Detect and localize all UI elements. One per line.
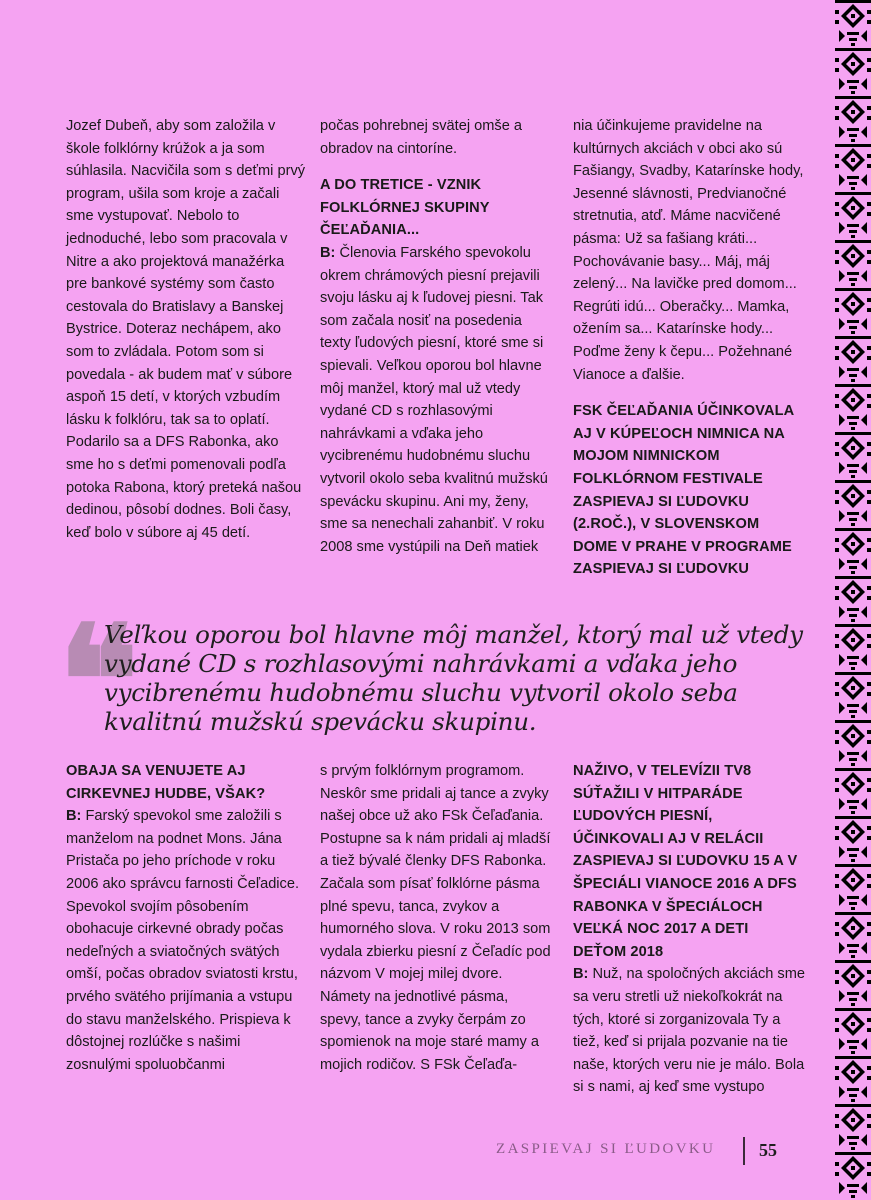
top-column-2 (320, 115, 552, 558)
paragraph: nia účinkujeme pravidelne na kultúrnych akciách v obci ako sú Fašiangy, Svadby, Katarínske hody, Jesenné slávnosti, Predvianočné stretnutia, atď. Máme nacvičené pásma: Už sa fašiang kráti... Pochovávanie basy... Máj, máj zelený... Na lavičke pred domom... Regrúti idú... Oberačky... Mamka, ožením sa... Katarínske hody... Poďme ženy k čepu... Požehnané Vianoce a ďalšie. (573, 118, 804, 383)
top-column-1 (66, 115, 306, 544)
top-column-3 (573, 115, 805, 581)
section-heading: NAŽIVO, V TELEVÍZII TV8 SÚŤAŽILI V HITPARÁDE ĽUDOVÝCH PIESNÍ, ÚČINKOVALI AJ V RELÁCII ZASPIEVAJ SI ĽUDOVKU 15 A V ŠPECIÁLI VIANOCE 2016 A DFS RABONKA V ŠPECIÁLOCH VEĽKÁ NOC 2017 A DETI DEŤOM 2018 (573, 763, 798, 960)
bottom-column-1 (66, 760, 306, 1076)
footer-divider (743, 1137, 745, 1165)
answer-text: Farský spevokol sme založili s manželom na podnet Mons. Jána Pristača po jeho príchode v roku 2006 ako správcu farnosti Čeľadice. Spevokol svojím pôsobením obohacuje cirkevné obrady počas nedeľných a sviatočných svätých omší, počas obradov sviatosti krstu, prvého svätého prijímania a vstupu do stavu manželského. Prispieva k dôstojnej rozlúčke s našimi zosnulými spoluobčanmi (66, 808, 300, 1073)
section-heading: A DO TRETICE - VZNIK FOLKLÓRNEJ SKUPINY ČEĽAĎANIA... (320, 177, 490, 239)
bottom-column-2 (320, 760, 552, 1076)
folk-pattern-border (835, 0, 871, 1200)
page-number: 55 (759, 1140, 777, 1160)
bottom-column-3 (573, 760, 805, 1099)
answer-prefix: B: (573, 966, 589, 983)
paragraph: Jozef Dubeň, aby som založila v škole folklórny krúžok a ja som súhlasila. Nacvičila som s deťmi prvý program, ušila som kroje a začali sme vystupovať. Nebolo to jednoduché, lebo som pracovala v Nitre a ako projektová manažérka pre bankové systémy som často cestovala do Bratislavy a Banskej Bystrice. Doteraz nechápem, ako som to zvládala. Potom som si povedala - ak budem mať v súbore aspoň 15 detí, v ktorých vzbudím lásku k folklóru, tak sa to oplatí. Podarilo sa a DFS Rabonka, ako sme ho s deťmi pomenovali podľa potoka Rabona, ktorý preteká našou dedinou, pôsobí dodnes. Boli časy, keď bolo v súbore aj 45 detí. (66, 118, 306, 541)
page-footer (496, 1137, 816, 1165)
section-heading: FSK ČEĽAĎANIA ÚČINKOVALA AJ V KÚPEĽOCH NIMNICA NA MOJOM NIMNICKOM FOLKLÓRNOM FESTIVALE ZASPIEVAJ SI ĽUDOVKU (2.ROČ.), V SLOVENSKOM DOME V PRAHE V PROGRAME ZASPIEVAJ SI ĽUDOVKU (573, 403, 794, 578)
answer-text: Členovia Farského spevokolu okrem chrámových piesní prejavili svoju lásku aj k ľudovej piesni. Tak som začala nosiť na posedenia texty ľudových piesní, ktoré sme si spievali. Veľkou oporou bol hlavne môj manžel, ktorý mal už vtedy vydané CD s rozhlasovými nahrávkami a vďaka jeho vycibrenému hudobnému sluchu vytvoril okolo seba kvalitnú mužskú spevácku skupinu. Ani my, ženy, sme sa nenechali zahanbiť. V roku 2008 sme vystúpili na Deň matiek (320, 244, 548, 555)
answer-prefix: B: (320, 244, 336, 261)
quote-mark-icon: ❝ (58, 593, 139, 769)
section-heading: OBAJA SA VENUJETE AJ CIRKEVNEJ HUDBE, VŠAK? (66, 763, 266, 802)
magazine-name: ZASPIEVAJ SI ĽUDOVKU (496, 1141, 716, 1157)
answer-text: Nuž, na spoločných akciách sme sa veru stretli už niekoľkokrát na tých, ktoré si zorganizovala Ty a tiež, keď si prijala pozvanie na tie naše, ktorých veru nie je málo. Bola si s nami, aj keď sme vystupo (573, 966, 805, 1096)
pull-quote: Veľkou oporou bol hlavne môj manžel, ktorý mal už vtedy vydané CD s rozhlasovými nahrávkami a vďaka jeho vycibrenému hudobnému sluchu vytvoril okolo seba kvalitnú mužskú spevácku skupinu. (104, 620, 803, 736)
paragraph: počas pohrebnej svätej omše a obradov na cintoríne. (320, 118, 523, 157)
paragraph: s prvým folklórnym programom. Neskôr sme pridali aj tance a zvyky našej obce už ako FSk Čeľaďania. Postupne sa k nám pridali aj mladší a tiež bývalé členky DFS Rabonka. Začala som písať folklórne pásma plné spevu, tanca, zvykov a humorného slova. V roku 2013 som vydala zbierku piesní z Čeľadíc pod názvom V mojej milej dvore. Námety na jednotlivé pásma, spevy, tance a zvyky čerpám zo spomienok na moje staré mamy a mojich rodičov. S FSk Čeľaďa- (320, 763, 551, 1073)
answer-prefix: B: (66, 808, 82, 825)
